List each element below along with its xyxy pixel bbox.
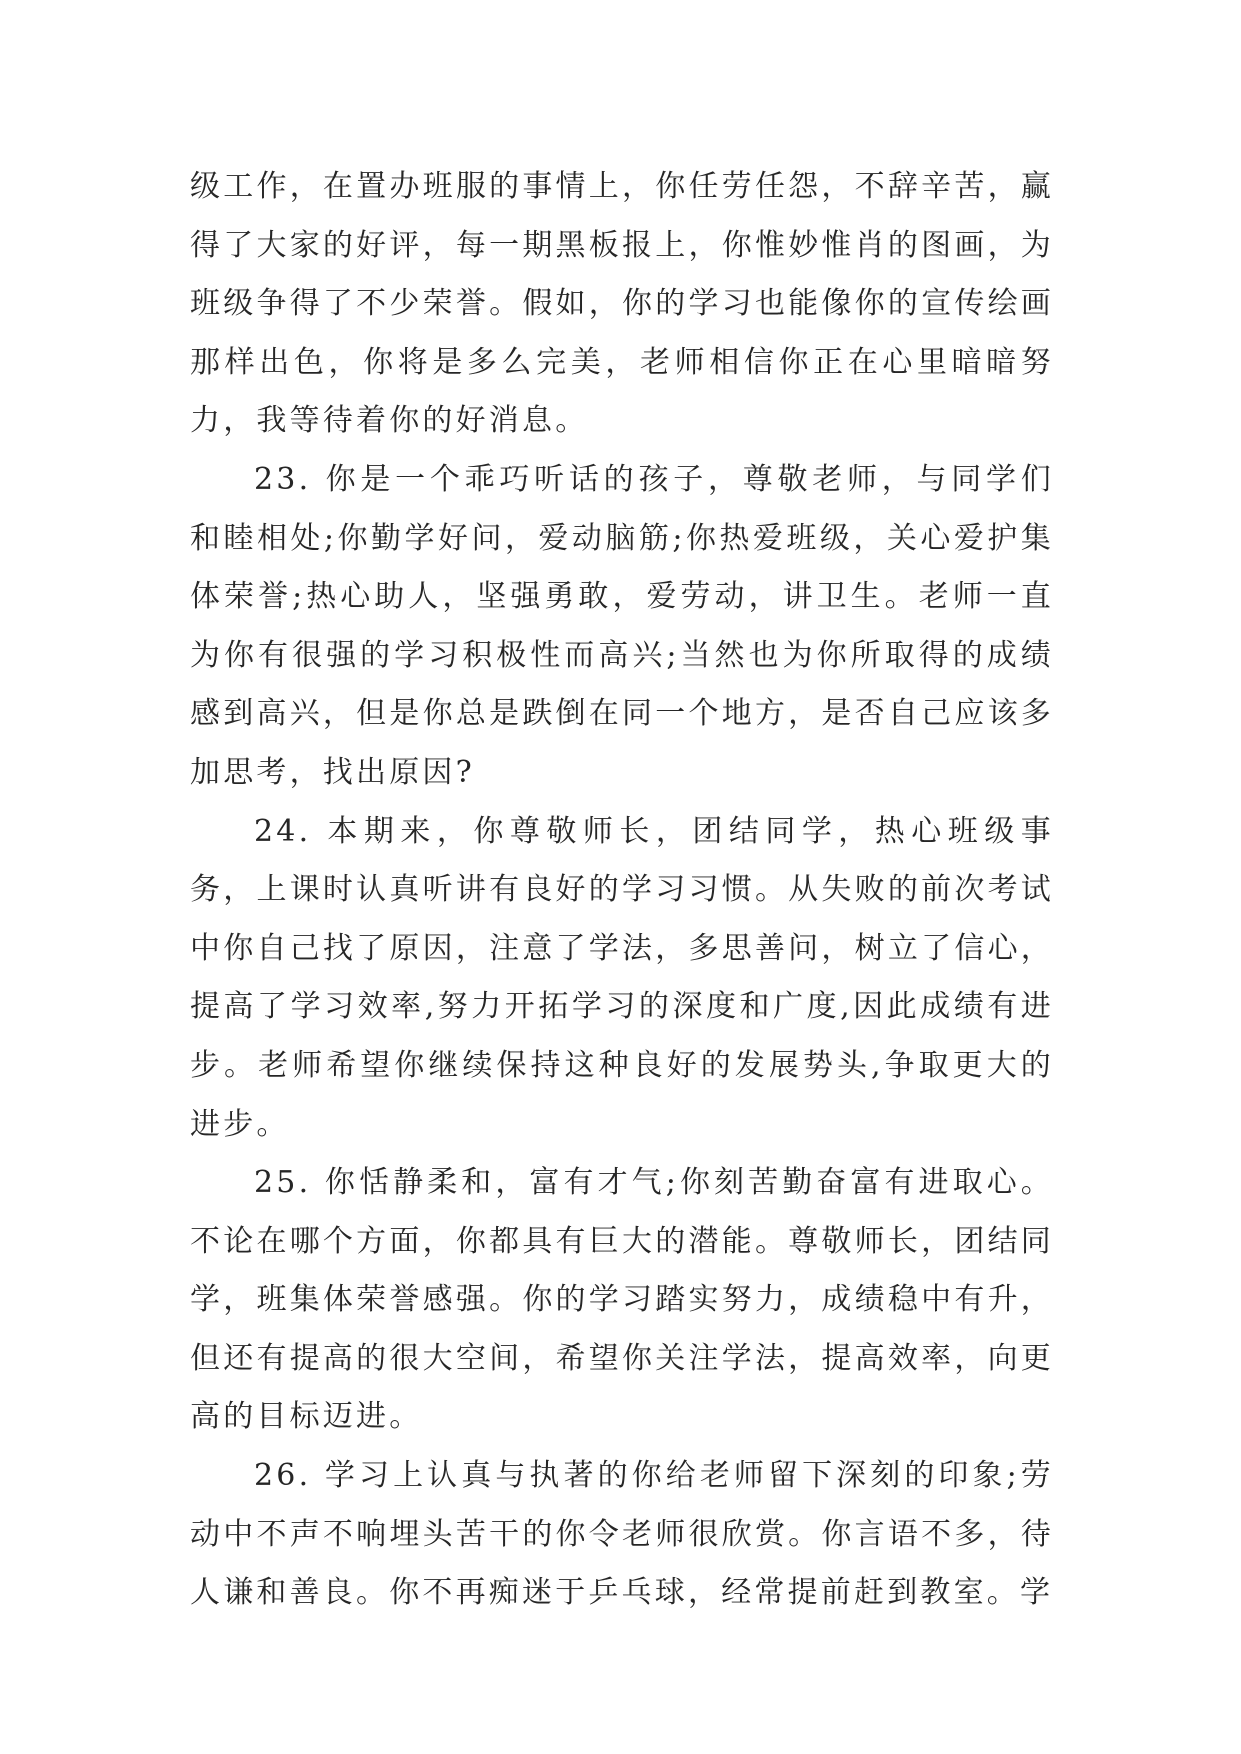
paragraph-item-25: 25. 你恬静柔和，富有才气;你刻苦勤奋富有进取心。不论在哪个方面，你都具有巨大的潜能。尊敬师长，团结同学，班集体荣誉感强。你的学习踏实努力，成绩稳中有升，但还有提高的很大空间，希望你关注学法，提高效率，向更高的目标迈进。 <box>190 1165 1054 1435</box>
paragraph-item-26: 26. 学习上认真与执著的你给老师留下深刻的印象;劳动中不声不响埋头苦干的你令老师很欣赏。你言语不多，待人谦和善良。你不再痴迷于乒乓球，经常提前赶到教室。学 <box>190 1458 1054 1611</box>
document-body <box>190 158 1054 1623</box>
paragraph-item-23: 23. 你是一个乖巧听话的孩子，尊敬老师，与同学们和睦相处;你勤学好问，爱动脑筋;你热爱班级，关心爱护集体荣誉;热心助人，坚强勇敢，爱劳动，讲卫生。老师一直为你有很强的学习积极性而高兴;当然也为你所取得的成绩感到高兴，但是你总是跌倒在同一个地方，是否自己应该多加思考，找出原因? <box>190 461 1054 790</box>
paragraph-continuation: 级工作，在置办班服的事情上，你任劳任怨，不辞辛苦，赢得了大家的好评，每一期黑板报上，你惟妙惟肖的图画，为班级争得了不少荣誉。假如，你的学习也能像你的宣传绘画那样出色，你将是多么完美，老师相信你正在心里暗暗努力，我等待着你的好消息。 <box>190 169 1054 439</box>
paragraph-item-24: 24. 本期来，你尊敬师长，团结同学，热心班级事务，上课时认真听讲有良好的学习习惯。从失败的前次考试中你自己找了原因，注意了学法，多思善问，树立了信心，提高了学习效率,努力开拓学习的深度和广度,因此成绩有进步。老师希望你继续保持这种良好的发展势头,争取更大的进步。 <box>190 813 1054 1142</box>
